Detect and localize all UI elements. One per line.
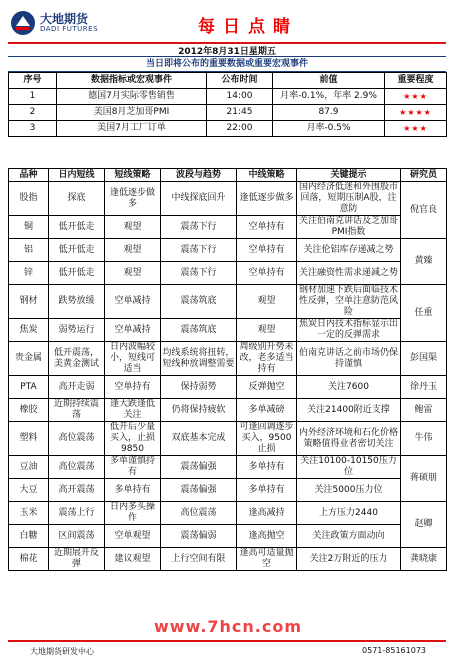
key-hint: 关注融资性需求递减之势 (297, 262, 401, 285)
researcher: 徐丹玉 (401, 376, 447, 399)
event-importance: ★★★★ (385, 105, 447, 121)
researcher: 牛伟 (401, 422, 447, 456)
commodity: PTA (9, 376, 49, 399)
commodity: 焦炭 (9, 319, 49, 342)
commodity: 白糖 (9, 525, 49, 548)
mid-strategy: 逢高抛空 (237, 525, 297, 548)
short-strategy: 建议观望 (105, 548, 161, 571)
commodity: 大豆 (9, 479, 49, 502)
col-header: 日内短线 (49, 169, 105, 182)
intraday: 近期展开反弹 (49, 548, 105, 571)
event-prev: 月率-0.1%，年率 2.9% (273, 89, 385, 105)
events-banner: 当日即将公布的重要数据或重要宏观事件 (8, 56, 446, 72)
key-hint: 焦炭日内技术指标显示出一定的反弹需求 (297, 319, 401, 342)
event-importance: ★★★ (385, 89, 447, 105)
event-name: 德国7月实际零售销售 (57, 89, 207, 105)
report-date: 2012年8月31日星期五 (178, 47, 276, 57)
short-strategy: 逢低逐步做多 (105, 182, 161, 216)
trend: 高位震荡 (161, 502, 237, 525)
researcher: 倪官良 (401, 182, 447, 239)
trend: 均线系统将扭转，短线种放调整需要 (161, 342, 237, 376)
mid-strategy: 空单持有 (237, 239, 297, 262)
intraday: 弱势运行 (49, 319, 105, 342)
intraday: 低开低走 (49, 216, 105, 239)
event-importance: ★★★ (385, 121, 447, 137)
mid-strategy: 逢高减持 (237, 502, 297, 525)
events-header-row (9, 73, 447, 89)
col-header: 关键提示 (297, 169, 401, 182)
key-hint: 关注2万附近的压力 (297, 548, 401, 571)
key-hint: 关注伦铝库存递减之势 (297, 239, 401, 262)
mid-strategy: 空单持有 (237, 216, 297, 239)
researcher: 龚晓康 (401, 548, 447, 571)
commodity: 豆油 (9, 456, 49, 479)
col-header: 数据指标或宏观事件 (57, 73, 207, 89)
analysis-row (9, 422, 447, 456)
commodity: 铝 (9, 239, 49, 262)
commodity: 股指 (9, 182, 49, 216)
short-strategy: 观望 (105, 239, 161, 262)
mid-strategy: 观望 (237, 319, 297, 342)
researcher: 鲍雷 (401, 399, 447, 422)
col-header: 重要程度 (385, 73, 447, 89)
analysis-row (9, 262, 447, 285)
analysis-row (9, 319, 447, 342)
short-strategy: 空单持有 (105, 376, 161, 399)
short-strategy: 多单持有 (105, 479, 161, 502)
key-hint: 内外经济环境和石化价格策略值得业者密切关注 (297, 422, 401, 456)
trend: 保持弱势 (161, 376, 237, 399)
event-time: 21:45 (207, 105, 273, 121)
event-row (9, 89, 447, 105)
analysis-header-row (9, 169, 447, 182)
event-prev: 月率-0.5% (273, 121, 385, 137)
researcher: 蒋硕朋 (401, 456, 447, 502)
mid-strategy: 逢低逐步做多 (237, 182, 297, 216)
event-time: 22:00 (207, 121, 273, 137)
analysis-row (9, 548, 447, 571)
trend: 震荡筑底 (161, 319, 237, 342)
key-hint: 关注10100-10150压力位 (297, 456, 401, 479)
col-header: 公布时间 (207, 73, 273, 89)
short-strategy: 日内多头操作 (105, 502, 161, 525)
event-name: 美国8月芝加哥PMI (57, 105, 207, 121)
col-header: 序号 (9, 73, 57, 89)
analysis-row (9, 525, 447, 548)
key-hint: 伯南克讲话之前市场仍保持谨慎 (297, 342, 401, 376)
trend: 震荡偏弱 (161, 525, 237, 548)
mid-strategy: 周级别升势未改，老多适当持有 (237, 342, 297, 376)
key-hint: 关注21400附近支撑 (297, 399, 401, 422)
page-footer (8, 640, 446, 658)
commodity: 橡胶 (9, 399, 49, 422)
short-strategy: 多单谨慎持有 (105, 456, 161, 479)
key-hint: 国内经济低迷和外围股市回落，短期压制A股，注意防 (297, 182, 401, 216)
trend: 仍将保持疲软 (161, 399, 237, 422)
page-title: 每日点睛 (198, 17, 298, 37)
event-row (9, 121, 447, 137)
trend: 中线探底回升 (161, 182, 237, 216)
analysis-row (9, 502, 447, 525)
mid-strategy: 观望 (237, 285, 297, 319)
intraday: 探底 (49, 182, 105, 216)
intraday: 近期持续震荡 (49, 399, 105, 422)
short-strategy: 空单观望 (105, 525, 161, 548)
mid-strategy: 多单减磅 (237, 399, 297, 422)
short-strategy: 观望 (105, 262, 161, 285)
analysis-row (9, 376, 447, 399)
intraday: 低开低走 (49, 239, 105, 262)
col-header: 波段与趋势 (161, 169, 237, 182)
commodity: 贵金属 (9, 342, 49, 376)
intraday: 区间震荡 (49, 525, 105, 548)
intraday: 低开震荡，美黄金测试 (49, 342, 105, 376)
event-no: 3 (9, 121, 57, 137)
analysis-row (9, 456, 447, 479)
commodity: 棉花 (9, 548, 49, 571)
commodity: 铜 (9, 216, 49, 239)
intraday: 跌势放缓 (49, 285, 105, 319)
event-time: 14:00 (207, 89, 273, 105)
logo-cn: 大地期货 (40, 12, 89, 26)
intraday: 高位震荡 (49, 456, 105, 479)
researcher: 黄臻 (401, 239, 447, 285)
event-no: 1 (9, 89, 57, 105)
key-hint: 钢材加速下跌后面临技术性反弹，空单注意防范风险 (297, 285, 401, 319)
trend: 双底基本完成 (161, 422, 237, 456)
mid-strategy: 反弹抛空 (237, 376, 297, 399)
intraday: 高开震荡 (49, 479, 105, 502)
logo-mark-icon (10, 10, 36, 36)
trend: 震荡偏强 (161, 456, 237, 479)
commodity: 钢材 (9, 285, 49, 319)
trend: 震荡下行 (161, 239, 237, 262)
footer-phone: 0571-85161073 (362, 646, 426, 655)
intraday: 低开低走 (49, 262, 105, 285)
trend: 震荡偏强 (161, 479, 237, 502)
col-header: 前值 (273, 73, 385, 89)
analysis-row (9, 216, 447, 239)
short-strategy: 空单减持 (105, 319, 161, 342)
mid-strategy: 可逢回调逐步买入，9500止损 (237, 422, 297, 456)
intraday: 震荡上行 (49, 502, 105, 525)
logo-en: DADI FUTURES (40, 25, 99, 33)
key-hint: 上方压力2440 (297, 502, 401, 525)
researcher: 赵卿 (401, 502, 447, 548)
company-logo (10, 8, 110, 38)
mid-strategy: 空单持有 (237, 262, 297, 285)
key-hint: 关注5000压力位 (297, 479, 401, 502)
commodity: 塑料 (9, 422, 49, 456)
col-header: 品种 (9, 169, 49, 182)
mid-strategy: 多单持有 (237, 456, 297, 479)
mid-strategy: 逢高可适量抛空 (237, 548, 297, 571)
key-hint: 关注7600 (297, 376, 401, 399)
trend: 上行空间有限 (161, 548, 237, 571)
researcher: 任重 (401, 285, 447, 342)
analysis-row (9, 285, 447, 319)
key-hint: 关注伯南克讲话及芝加哥PMI指数 (297, 216, 401, 239)
intraday: 高位震荡 (49, 422, 105, 456)
short-strategy: 日内波幅较小，短线可适当 (105, 342, 161, 376)
commodity: 玉米 (9, 502, 49, 525)
col-header: 研究员 (401, 169, 447, 182)
short-strategy: 逢大跌逢低关注 (105, 399, 161, 422)
short-strategy: 观望 (105, 216, 161, 239)
page-header (8, 6, 446, 44)
event-prev: 87.9 (273, 105, 385, 121)
event-row (9, 105, 447, 121)
trend: 震荡下行 (161, 216, 237, 239)
analysis-table (8, 168, 447, 571)
short-strategy: 空单减持 (105, 285, 161, 319)
analysis-row (9, 239, 447, 262)
researcher: 彭国渠 (401, 342, 447, 376)
footer-org: 大地期货研发中心 (30, 647, 94, 656)
key-hint: 关注政策方面动向 (297, 525, 401, 548)
mid-strategy: 多单持有 (237, 479, 297, 502)
analysis-row (9, 182, 447, 216)
trend: 震荡下行 (161, 262, 237, 285)
analysis-row (9, 399, 447, 422)
event-name: 美国7月工厂订单 (57, 121, 207, 137)
col-header: 中线策略 (237, 169, 297, 182)
col-header: 短线策略 (105, 169, 161, 182)
watermark: www.7hcn.com (154, 617, 303, 636)
document-page (8, 6, 446, 658)
short-strategy: 低开后少量买入，止损9850 (105, 422, 161, 456)
events-table (8, 72, 447, 137)
intraday: 高开走弱 (49, 376, 105, 399)
commodity: 锌 (9, 262, 49, 285)
analysis-row (9, 342, 447, 376)
event-no: 2 (9, 105, 57, 121)
trend: 震荡筑底 (161, 285, 237, 319)
analysis-row (9, 479, 447, 502)
